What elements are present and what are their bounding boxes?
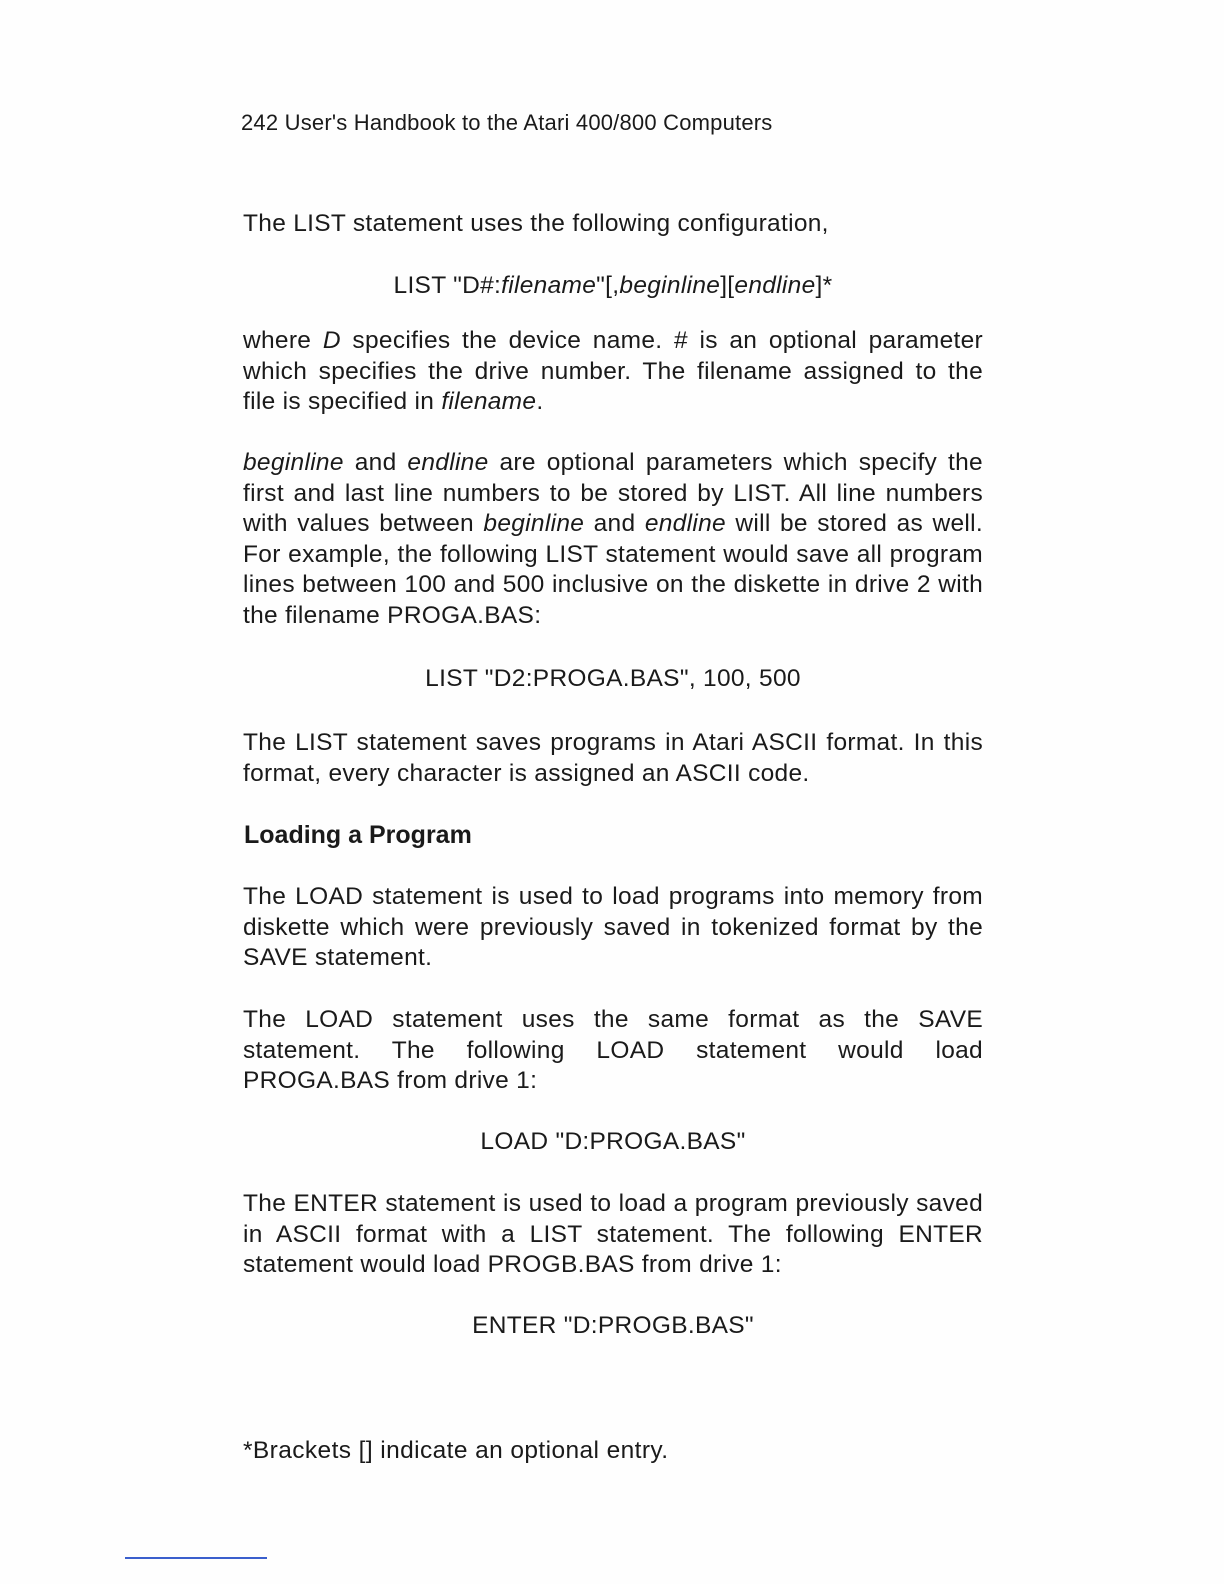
running-head: 242 User's Handbook to the Atari 400/800 Computers: [241, 110, 773, 135]
list-syntax: [243, 271, 983, 301]
para2-text: and: [343, 449, 408, 476]
syntax-mid2: ][: [720, 272, 735, 299]
syntax-filename: filename: [501, 272, 597, 299]
example-enter-statement: ENTER "D:PROGB.BAS": [472, 1312, 754, 1339]
syntax-endline: endline: [734, 272, 816, 299]
paragraph-load-format: The LOAD statement uses the same format as the SAVE statement. The following LOAD statement would load PROGA.BAS from drive 1:: [243, 1006, 983, 1094]
example-list-statement: LIST "D2:PROGA.BAS", 100, 500: [425, 665, 801, 692]
para2-beginline: beginline: [243, 449, 344, 476]
para2-endline: endline: [644, 510, 726, 537]
syntax-prefix: LIST "D#:: [393, 272, 502, 299]
paragraph-enter: The ENTER statement is used to load a program previously saved in ASCII format with a LIST statement. The following ENTER statement would load PROGB.BAS from drive 1:: [243, 1190, 983, 1278]
section-heading: Loading a Program: [244, 821, 472, 849]
syntax-mid: "[,: [596, 272, 620, 299]
syntax-beginline: beginline: [619, 272, 721, 299]
paragraph-load-intro: The LOAD statement is used to load programs into memory from diskette which were previously saved in tokenized format by the SAVE statement.: [243, 883, 983, 971]
para1-filename: filename: [441, 388, 537, 415]
para2-text: and: [584, 510, 645, 537]
footnote: *Brackets [] indicate an optional entry.: [243, 1437, 669, 1464]
para2-beginline: beginline: [483, 510, 585, 537]
paragraph-list-format: The LIST statement saves programs in Atari ASCII format. In this format, every character is assigned an ASCII code.: [243, 729, 983, 787]
syntax-suffix: ]*: [815, 272, 833, 299]
para2-endline: endline: [407, 449, 489, 476]
para2-text: are optional parameters which specify the first and last line numbers to be stored by LIST. All line numbers with values between: [243, 449, 983, 537]
example-load-statement: LOAD "D:PROGA.BAS": [480, 1128, 746, 1155]
paragraph-line-range: [243, 448, 983, 631]
paragraph-device: [243, 326, 983, 418]
para1-text: specifies the device name. # is an optional parameter which specifies the drive number. The filename assigned to the file is specified in: [243, 327, 983, 415]
para1-text: where: [243, 327, 323, 354]
intro-line: The LIST statement uses the following configuration,: [243, 210, 829, 237]
para1-text: .: [536, 388, 544, 415]
scan-edge-line: [125, 1557, 267, 1559]
para1-d: D: [322, 327, 341, 354]
para2-text: will be stored as well. For example, the following LIST statement would save all program lines between 100 and 500 inclusive on the diskette in drive 2 with the filename PROGA.BAS:: [243, 510, 983, 629]
